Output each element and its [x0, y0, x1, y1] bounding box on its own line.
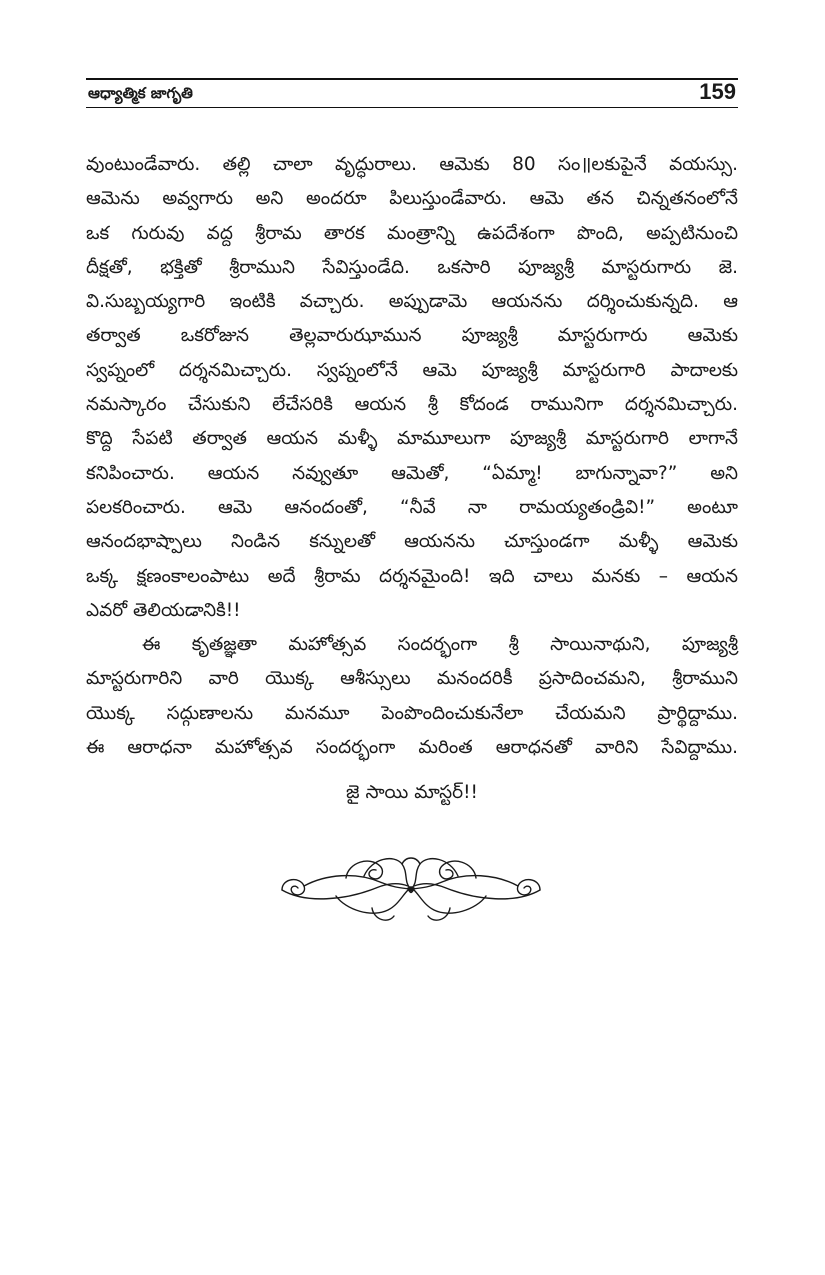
text-line: యొక్క సద్గుణాలను మనమూ పెంపొందించుకునేలా చేయమని ప్రార్థిద్దాము. — [86, 702, 738, 724]
text-line: ఒక గురువు వద్ద శ్రీరామ తారక మంత్రాన్ని ఉపదేశంగా పొంది, అప్పటినుంచి — [86, 222, 738, 244]
text-line: వి.సుబ్బయ్యగారి ఇంటికి వచ్చారు. అప్పుడామె ఆయనను దర్శించుకున్నది. ఆ — [86, 291, 738, 313]
page-number: 159 — [699, 79, 736, 104]
running-header — [86, 78, 738, 110]
text-line: వుంటుండేవారు. తల్లి చాలా వృద్ధురాలు. ఆమెకు 80 సం॥లకుపైనే వయస్సు. — [86, 154, 738, 175]
header-top-rule — [86, 78, 738, 80]
paragraph-1 — [86, 148, 738, 628]
text-line: ఒక్క క్షణంకాలంపాటు అదే శ్రీరామ దర్శనమైంది! ఇది చాలు మనకు – ఆయన — [86, 565, 738, 587]
text-line: కనిపించారు. ఆయన నవ్వుతూ ఆమెతో, “ఏమ్మా! బాగున్నావా?” అని — [86, 462, 738, 484]
text-line: మాస్టరుగారిని వారి యొక్క ఆశీస్సులు మనందరికీ ప్రసాదించమని, శ్రీరాముని — [86, 668, 738, 690]
text-line: తర్వాత ఒకరోజున తెల్లవారుఝామున పూజ్యశ్రీ మాస్టరుగారు ఆమెకు — [86, 325, 738, 347]
header-bottom-rule — [86, 107, 738, 108]
text-line: కొద్ది సేపటి తర్వాత ఆయన మళ్ళీ మామూలుగా పూజ్యశ్రీ మాస్టరుగారి లాగానే — [86, 428, 738, 450]
text-line: దీక్షతో, భక్తితో శ్రీరాముని సేవిస్తుండేది. ఒకసారి పూజ్యశ్రీ మాస్టరుగారు జె. — [86, 256, 738, 278]
text-line: ఈ ఆరాధనా మహోత్సవ సందర్భంగా మరింత ఆరాధనతో వారిని సేవిద్దాము. — [86, 737, 738, 759]
closing-salutation-block — [86, 776, 738, 810]
flourish-divider-icon — [276, 848, 546, 930]
text-line: ఎవరో తెలియడానికి!! — [86, 599, 241, 621]
section-title: ఆధ్యాత్మిక జాగృతి — [88, 84, 193, 102]
text-line: ఆమెను అవ్వగారు అని అందరూ పిలుస్తుండేవారు. ఆమె తన చిన్నతనంలోనే — [86, 188, 738, 210]
body-text — [86, 148, 738, 765]
text-line: ఆనందభాష్పాలు నిండిన కన్నులతో ఆయనను చూస్తుండగా మళ్ళీ ఆమెకు — [86, 531, 738, 553]
closing-salutation: జై సాయి మాస్టర్!! — [346, 782, 478, 803]
text-line: పలకరించారు. ఆమె ఆనందంతో, “నీవే నా రామయ్యతండ్రివి!” అంటూ — [86, 496, 738, 518]
text-line: నమస్కారం చేసుకుని లేచేసరికి ఆయన శ్రీ కోదండ రామునిగా దర్శనమిచ్చారు. — [86, 394, 738, 416]
text-line: ఈ కృతజ్ఞతా మహోత్సవ సందర్భంగా శ్రీ సాయినాథుని, పూజ్యశ్రీ — [142, 634, 738, 656]
paragraph-2 — [86, 628, 738, 765]
text-line: స్వప్నంలో దర్శనమిచ్చారు. స్వప్నంలోనే ఆమె పూజ్యశ్రీ మాస్టరుగారి పాదాలకు — [86, 359, 738, 381]
